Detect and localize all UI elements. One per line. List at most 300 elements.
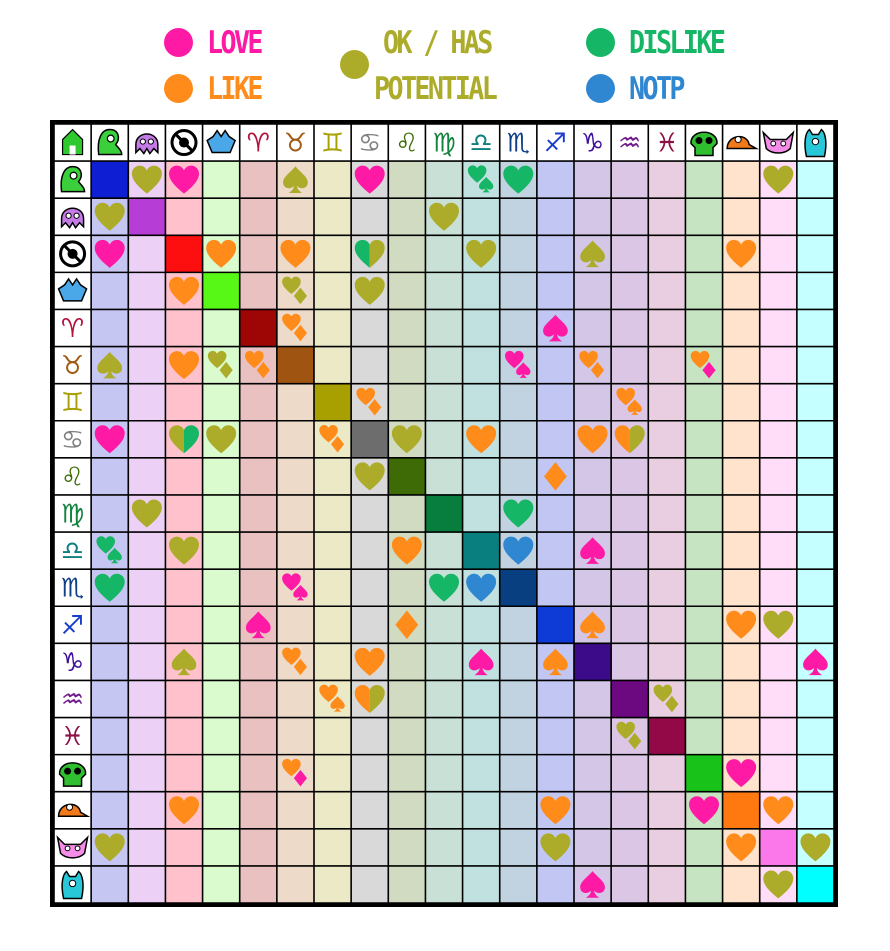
grid-cell xyxy=(425,347,462,384)
diagonal-cell xyxy=(165,235,202,272)
grid-cell xyxy=(463,384,500,421)
col-header-cancer-icon: ♋ xyxy=(358,128,382,159)
grid-cell xyxy=(574,309,611,346)
grid-cell xyxy=(685,272,722,309)
grid-cell xyxy=(388,755,425,792)
grid-cell xyxy=(611,643,648,680)
grid-cell xyxy=(351,532,388,569)
grid-cell xyxy=(240,198,277,235)
diagonal-cell xyxy=(611,680,648,717)
grid-cell xyxy=(277,606,314,643)
grid-cell xyxy=(203,198,240,235)
compatibility-grid-svg xyxy=(50,120,838,907)
grid-cell xyxy=(611,569,648,606)
grid-cell xyxy=(388,866,425,903)
grid-cell xyxy=(797,680,834,717)
grid-cell xyxy=(425,643,462,680)
grid-cell xyxy=(128,718,165,755)
grid-cell xyxy=(723,161,760,198)
diagonal-cell xyxy=(685,755,722,792)
grid-cell xyxy=(723,495,760,532)
grid-cell xyxy=(537,198,574,235)
grid-cell xyxy=(648,347,685,384)
grid-cell xyxy=(203,792,240,829)
grid-cell xyxy=(277,421,314,458)
grid-cell xyxy=(611,458,648,495)
row-header-gemini-icon: ♊ xyxy=(60,388,85,419)
grid-cell xyxy=(797,495,834,532)
grid-cell xyxy=(240,458,277,495)
grid-cell xyxy=(537,421,574,458)
grid-cell xyxy=(537,680,574,717)
grid-cell xyxy=(500,272,537,309)
grid-cell xyxy=(685,161,722,198)
grid-cell xyxy=(500,235,537,272)
grid-cell xyxy=(648,384,685,421)
diagonal-cell xyxy=(425,495,462,532)
grid-cell xyxy=(128,866,165,903)
grid-cell xyxy=(91,643,128,680)
grid-cell xyxy=(500,792,537,829)
legend-love-dot xyxy=(164,28,193,57)
eye-icon xyxy=(74,213,79,218)
grid-cell xyxy=(760,272,797,309)
grid-cell xyxy=(723,718,760,755)
grid-cell xyxy=(388,161,425,198)
grid-cell xyxy=(203,829,240,866)
grid-cell xyxy=(797,421,834,458)
diagonal-cell xyxy=(240,309,277,346)
grid-cell xyxy=(574,272,611,309)
row-header-aquarius-icon: ♒ xyxy=(60,684,85,715)
grid-cell xyxy=(500,309,537,346)
grid-cell xyxy=(723,384,760,421)
grid-cell xyxy=(500,643,537,680)
grid-cell xyxy=(723,272,760,309)
grid-cell xyxy=(277,384,314,421)
row-header-virgo-icon: ♍ xyxy=(60,499,85,530)
grid-cell xyxy=(760,718,797,755)
grid-cell xyxy=(277,458,314,495)
grid-cell xyxy=(128,606,165,643)
grid-cell xyxy=(574,680,611,717)
col-header-aries-icon: ♈ xyxy=(246,128,270,159)
grid-cell xyxy=(685,198,722,235)
grid-cell xyxy=(797,755,834,792)
grid-cell xyxy=(425,532,462,569)
grid-cell xyxy=(91,718,128,755)
grid-cell xyxy=(797,606,834,643)
grid-cell xyxy=(463,458,500,495)
house-door-icon xyxy=(70,146,76,155)
grid-cell xyxy=(128,643,165,680)
legend-notp-dot xyxy=(586,74,615,103)
grid-cell xyxy=(463,866,500,903)
grid-cell xyxy=(537,161,574,198)
grid-cell xyxy=(797,347,834,384)
grid-cell xyxy=(314,569,351,606)
grid-cell xyxy=(537,866,574,903)
grid-cell xyxy=(425,718,462,755)
grid-cell xyxy=(797,532,834,569)
grid-cell xyxy=(240,569,277,606)
grid-cell xyxy=(240,866,277,903)
grid-cell xyxy=(277,680,314,717)
grid-cell xyxy=(685,829,722,866)
diagonal-cell xyxy=(500,569,537,606)
grid-cell xyxy=(574,161,611,198)
grid-cell xyxy=(648,309,685,346)
diagonal-cell xyxy=(760,829,797,866)
grid-cell xyxy=(685,384,722,421)
diagonal-cell xyxy=(574,643,611,680)
grid-cell xyxy=(351,198,388,235)
grid-cell xyxy=(128,309,165,346)
grid-cell xyxy=(425,755,462,792)
diagonal-cell xyxy=(537,606,574,643)
grid-cell xyxy=(240,384,277,421)
grid-cell xyxy=(611,198,648,235)
grid-cell xyxy=(797,569,834,606)
grid-cell xyxy=(611,606,648,643)
grid-cell xyxy=(760,643,797,680)
grid-cell xyxy=(500,866,537,903)
eye-icon xyxy=(69,880,75,886)
grid-cell xyxy=(463,680,500,717)
grid-cell xyxy=(500,718,537,755)
grid-cell xyxy=(203,384,240,421)
grid-cell xyxy=(463,792,500,829)
eye-icon xyxy=(812,138,818,144)
grid-cell xyxy=(91,458,128,495)
grid-cell xyxy=(685,309,722,346)
grid-cell xyxy=(797,272,834,309)
grid-cell xyxy=(240,643,277,680)
grid-cell xyxy=(165,755,202,792)
grid-cell xyxy=(648,421,685,458)
diagonal-cell xyxy=(91,161,128,198)
grid-cell xyxy=(128,458,165,495)
grid-cell xyxy=(463,829,500,866)
cap-dot-icon xyxy=(67,804,73,810)
grid-cell xyxy=(537,272,574,309)
legend-notp-label: NOTP xyxy=(629,71,683,107)
grid-cell xyxy=(91,309,128,346)
grid-cell xyxy=(500,606,537,643)
grid-cell xyxy=(240,421,277,458)
grid-cell xyxy=(277,532,314,569)
grid-cell xyxy=(463,198,500,235)
grid-cell xyxy=(648,272,685,309)
legend-ok-label-line1: OK / HAS xyxy=(383,25,491,61)
legend-dislike-label: DISLIKE xyxy=(629,25,724,61)
grid-cell xyxy=(500,680,537,717)
grid-cell xyxy=(91,495,128,532)
grid-cell xyxy=(723,347,760,384)
eye-icon xyxy=(70,172,77,179)
grid-cell xyxy=(165,718,202,755)
grid-cell xyxy=(91,866,128,903)
grid-cell xyxy=(165,866,202,903)
grid-cell xyxy=(277,866,314,903)
row-header-aries-icon: ♈ xyxy=(60,314,85,345)
grid-cell xyxy=(537,755,574,792)
row-header-pisces-icon: ♓ xyxy=(60,722,85,753)
grid-cell xyxy=(574,755,611,792)
grid-cell xyxy=(128,532,165,569)
grid-cell xyxy=(165,458,202,495)
grid-cell xyxy=(611,755,648,792)
col-header-gemini-icon: ♊ xyxy=(320,128,345,159)
diagonal-cell xyxy=(203,272,240,309)
grid-cell xyxy=(128,272,165,309)
grid-cell xyxy=(685,235,722,272)
col-header-sagittarius-icon: ♐ xyxy=(543,128,568,159)
grid-cell xyxy=(648,643,685,680)
diagonal-cell xyxy=(648,718,685,755)
col-header-scorpio-icon: ♏ xyxy=(506,128,530,159)
grid-cell xyxy=(760,495,797,532)
grid-cell xyxy=(165,384,202,421)
grid-cell xyxy=(165,495,202,532)
cap-dot-icon xyxy=(735,137,741,143)
grid-cell xyxy=(351,569,388,606)
grid-cell xyxy=(388,384,425,421)
grid-cell xyxy=(760,532,797,569)
grid-cell xyxy=(797,384,834,421)
grid-cell xyxy=(611,272,648,309)
grid-cell xyxy=(314,235,351,272)
grid-cell xyxy=(425,866,462,903)
grid-cell xyxy=(240,532,277,569)
grid-cell xyxy=(760,198,797,235)
grid-cell xyxy=(351,792,388,829)
grid-cell xyxy=(203,680,240,717)
grid-cell xyxy=(611,829,648,866)
grid-cell xyxy=(685,532,722,569)
grid-cell xyxy=(425,792,462,829)
grid-cell xyxy=(760,347,797,384)
grid-cell xyxy=(723,309,760,346)
diagonal-cell xyxy=(723,792,760,829)
grid-cell xyxy=(425,680,462,717)
grid-cell xyxy=(685,495,722,532)
grid-cell xyxy=(685,421,722,458)
grid-cell xyxy=(314,272,351,309)
grid-cell xyxy=(388,680,425,717)
grid-cell xyxy=(500,829,537,866)
grid-cell xyxy=(91,384,128,421)
grid-cell xyxy=(611,792,648,829)
grid-cell xyxy=(388,643,425,680)
grid-cell xyxy=(500,755,537,792)
grid-cell xyxy=(203,755,240,792)
grid-cell xyxy=(314,161,351,198)
grid-cell xyxy=(425,829,462,866)
grid-cell xyxy=(537,495,574,532)
grid-cell xyxy=(128,792,165,829)
diagonal-cell xyxy=(351,421,388,458)
grid-cell xyxy=(723,680,760,717)
diagonal-cell xyxy=(314,384,351,421)
grid-cell xyxy=(203,532,240,569)
grid-cell xyxy=(648,606,685,643)
diagonal-cell xyxy=(797,866,834,903)
grid-cell xyxy=(128,680,165,717)
grid-cell xyxy=(760,458,797,495)
grid-cell xyxy=(425,272,462,309)
grid-cell xyxy=(240,829,277,866)
grid-cell xyxy=(128,569,165,606)
grid-cell xyxy=(537,347,574,384)
grid-cell xyxy=(760,235,797,272)
col-header-libra-icon: ♎ xyxy=(469,128,493,159)
grid-cell xyxy=(388,792,425,829)
grid-cell xyxy=(574,458,611,495)
col-header-virgo-icon: ♍ xyxy=(432,128,456,159)
grid-cell xyxy=(203,495,240,532)
grid-cell xyxy=(351,829,388,866)
grid-cell xyxy=(500,458,537,495)
grid-cell xyxy=(648,458,685,495)
grid-cell xyxy=(203,643,240,680)
grid-cell xyxy=(91,606,128,643)
grid-cell xyxy=(648,792,685,829)
col-header-leo-icon: ♌ xyxy=(395,128,419,159)
row-header-cancer-icon: ♋ xyxy=(60,425,85,456)
grid-cell xyxy=(240,272,277,309)
grid-cell xyxy=(203,718,240,755)
grid-cell xyxy=(723,532,760,569)
grid-cell xyxy=(240,495,277,532)
grid-cell xyxy=(760,569,797,606)
grid-cell xyxy=(611,866,648,903)
grid-cell xyxy=(277,792,314,829)
grid-cell xyxy=(537,532,574,569)
grid-cell xyxy=(760,680,797,717)
grid-cell xyxy=(277,495,314,532)
grid-cell xyxy=(574,792,611,829)
grid-cell xyxy=(723,421,760,458)
diagonal-cell xyxy=(388,458,425,495)
grid-cell xyxy=(797,792,834,829)
grid-cell xyxy=(314,532,351,569)
grid-cell xyxy=(685,718,722,755)
grid-cell xyxy=(723,458,760,495)
grid-cell xyxy=(760,421,797,458)
grid-cell xyxy=(685,458,722,495)
grid-cell xyxy=(760,309,797,346)
col-header-aquarius-icon: ♒ xyxy=(618,128,642,159)
grid-cell xyxy=(648,235,685,272)
eye-icon xyxy=(140,139,145,144)
grid-cell xyxy=(463,347,500,384)
grid-cell xyxy=(91,680,128,717)
grid-cell xyxy=(648,755,685,792)
grid-cell xyxy=(277,829,314,866)
grid-cell xyxy=(425,235,462,272)
grid-cell xyxy=(314,792,351,829)
row-header-leo-icon: ♌ xyxy=(60,462,85,493)
legend-love-label: LOVE xyxy=(207,25,261,61)
diagonal-cell xyxy=(463,532,500,569)
eye-icon xyxy=(781,141,786,146)
grid-cell xyxy=(463,718,500,755)
grid-cell xyxy=(648,829,685,866)
grid-cell xyxy=(537,718,574,755)
grid-cell xyxy=(797,161,834,198)
grid-cell xyxy=(203,309,240,346)
eye-icon xyxy=(771,141,776,146)
grid-cell xyxy=(648,532,685,569)
grid-cell xyxy=(388,569,425,606)
grid-cell xyxy=(203,161,240,198)
grid-cell xyxy=(128,347,165,384)
grid-cell xyxy=(388,347,425,384)
grid-cell xyxy=(500,384,537,421)
grid-cell xyxy=(685,643,722,680)
grid-cell xyxy=(351,495,388,532)
grid-cell xyxy=(648,569,685,606)
row-header-libra-icon: ♎ xyxy=(60,536,85,567)
grid-cell xyxy=(240,792,277,829)
grid-cell xyxy=(425,458,462,495)
grid-cell xyxy=(611,309,648,346)
grid-cell xyxy=(165,606,202,643)
grid-cell xyxy=(165,309,202,346)
grid-cell xyxy=(463,309,500,346)
grid-cell xyxy=(128,829,165,866)
grid-cell xyxy=(128,421,165,458)
col-header-taurus-icon: ♉ xyxy=(283,128,308,159)
grid-cell xyxy=(314,829,351,866)
grid-cell xyxy=(388,235,425,272)
row-header-capricorn-icon: ♑ xyxy=(60,647,85,678)
grid-cell xyxy=(463,755,500,792)
grid-cell xyxy=(240,161,277,198)
grid-cell xyxy=(537,384,574,421)
grid-cell xyxy=(425,606,462,643)
grid-cell xyxy=(314,309,351,346)
eye-icon xyxy=(148,139,153,144)
legend-ok-label-line2: POTENTIAL xyxy=(374,71,496,107)
grid-cell xyxy=(165,829,202,866)
row-header-sagittarius-icon: ♐ xyxy=(60,610,85,641)
row-header-taurus-icon: ♉ xyxy=(60,351,85,382)
grid-cell xyxy=(240,718,277,755)
grid-cell xyxy=(91,272,128,309)
grid-cell xyxy=(797,235,834,272)
col-header-capricorn-icon: ♑ xyxy=(580,128,605,159)
eye-icon xyxy=(64,768,71,775)
diagonal-cell xyxy=(277,347,314,384)
grid-cell xyxy=(574,718,611,755)
grid-cell xyxy=(314,643,351,680)
row-header-scorpio-icon: ♏ xyxy=(60,573,85,604)
grid-cell xyxy=(685,569,722,606)
grid-cell xyxy=(388,829,425,866)
grid-cell xyxy=(537,569,574,606)
grid-cell xyxy=(351,309,388,346)
grid-cell xyxy=(351,718,388,755)
grid-cell xyxy=(574,495,611,532)
grid-cell xyxy=(611,532,648,569)
grid-cell xyxy=(463,495,500,532)
grid-cell xyxy=(314,718,351,755)
grid-cell xyxy=(388,198,425,235)
grid-cell xyxy=(425,161,462,198)
grid-cell xyxy=(574,569,611,606)
